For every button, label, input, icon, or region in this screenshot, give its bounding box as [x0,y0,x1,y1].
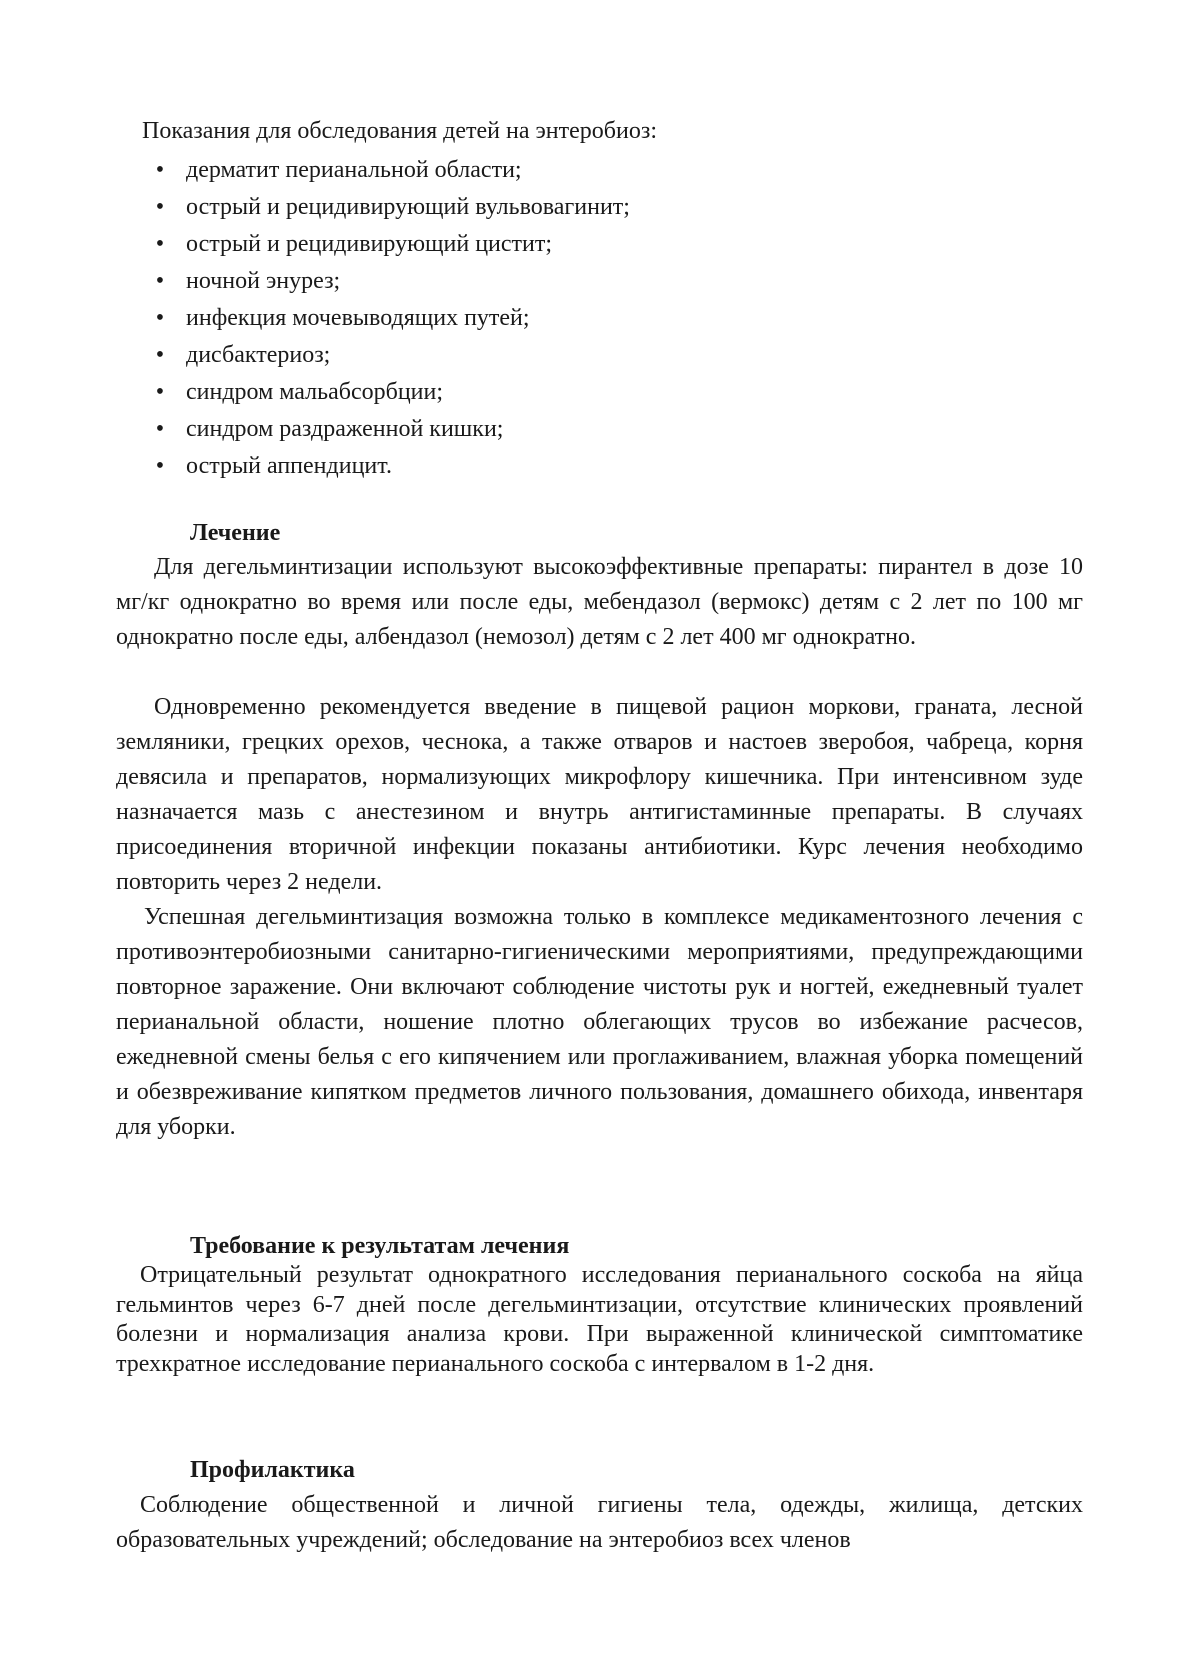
bullet-icon: • [155,231,165,257]
treatment-paragraph-drugs: Для дегельминтизации используют высокоэффективные препараты: пирантел в дозе 10 мг/кг однократно во время или после еды, мебендазол (вермокс) детям с 2 лет по 100 мг однократно после еды, албендазол (немозол) детям с 2 лет 400 мг однократно. [116,554,1083,650]
indication-text: дерматит перианальной области; [186,157,522,183]
indication-text: острый и рецидивирующий вульвовагинит; [186,194,630,220]
bullet-icon: • [155,342,165,368]
indication-text: дисбактериоз; [186,342,331,368]
prophylaxis-paragraph: Соблюдение общественной и личной гигиены тела, одежды, жилища, детских образовательных учреждений; обследование на энтеробиоз всех членов [116,1492,1083,1553]
bullet-icon: • [155,157,165,183]
bullet-icon: • [155,416,165,442]
requirements-heading: Требование к результатам лечения [190,1233,570,1259]
indications-intro: Показания для обследования детей на энтеробиоз: [142,118,657,144]
indication-text: острый и рецидивирующий цистит; [186,231,553,257]
list-item [150,337,630,374]
treatment-paragraph-diet: Одновременно рекомендуется введение в пищевой рацион моркови, граната, лесной земляники, грецких орехов, чеснока, а также отваров и настоев зверобоя, чабреца, корня девясила и препаратов, нормализующих микрофлору кишечника. При интенсивном зуде назначается мазь с анестезином и внутрь антигистаминные препараты. В случаях присоединения вторичной инфекции показаны антибиотики. Курс лечения необходимо повторить через 2 недели. [116,694,1083,895]
list-item [150,448,630,485]
list-item [150,189,630,226]
list-item [150,300,630,337]
bullet-icon: • [155,305,165,331]
bullet-icon: • [155,453,165,479]
treatment-heading: Лечение [190,520,281,546]
indications-list [150,152,630,485]
prophylaxis-heading: Профилактика [190,1457,355,1483]
treatment-paragraph-hygiene: Успешная дегельминтизация возможна только в комплексе медикаментозного лечения с противоэнтеробиозными санитарно-гигиеническими мероприятиями, предупреждающими повторное заражение. Они включают соблюдение чистоты рук и ногтей, ежедневный туалет перианальной области, ношение плотно облегающих трусов во избежание расчесов, ежедневной смены белья с его кипячением или проглаживанием, влажная уборка помещений и обезвреживание кипятком предметов личного пользования, домашнего обихода, инвентаря для уборки. [116,904,1083,1140]
bullet-icon: • [155,194,165,220]
indication-text: острый аппендицит. [186,453,392,479]
requirements-paragraph: Отрицательный результат однократного исследования перианального соскоба на яйца гельминтов через 6-7 дней после дегельминтизации, отсутствие клинических проявлений болезни и нормализация анализа крови. При выраженной клинической симптоматике трехкратное исследование перианального соскоба с интервалом в 1-2 дня. [116,1262,1083,1377]
list-item [150,226,630,263]
indication-text: инфекция мочевыводящих путей; [186,305,530,331]
bullet-icon: • [155,268,165,294]
list-item [150,152,630,189]
list-item [150,411,630,448]
list-item [150,263,630,300]
bullet-icon: • [155,379,165,405]
list-item [150,374,630,411]
indication-text: синдром раздраженной кишки; [186,416,504,442]
indication-text: синдром мальабсорбции; [186,379,444,405]
indication-text: ночной энурез; [186,268,341,294]
